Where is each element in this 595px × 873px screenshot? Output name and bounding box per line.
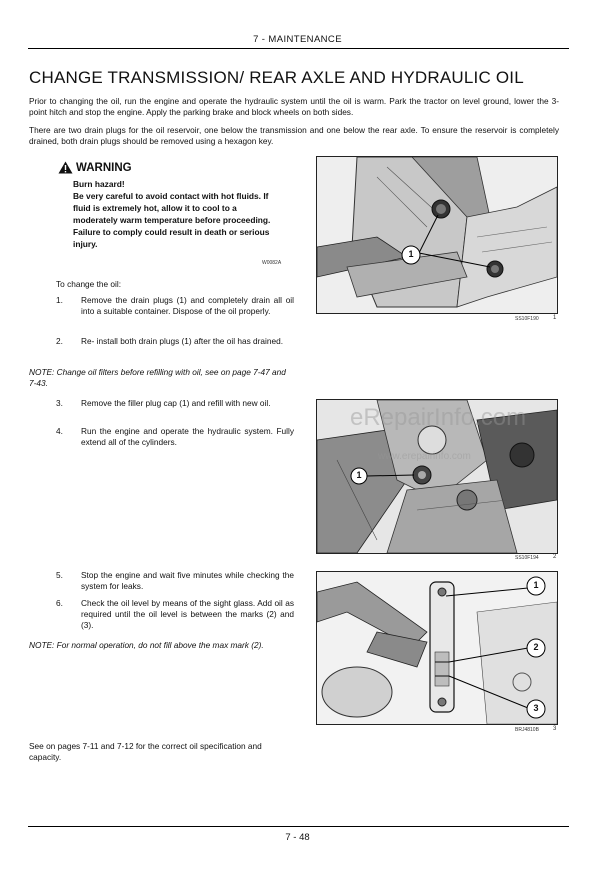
step-text: Run the engine and operate the hydraulic system. Fully extend all of the cylinders.: [81, 426, 294, 447]
step-item: [56, 398, 294, 409]
figure-sight-glass: [316, 571, 558, 725]
warning-line: Burn hazard!: [73, 179, 125, 189]
figure-number: 1: [553, 315, 557, 321]
callout-label: 1: [533, 580, 539, 590]
note-max-mark: NOTE: For normal operation, do not fill above the max mark (2).: [29, 640, 264, 650]
page-number: 7 - 48: [285, 832, 310, 843]
step-item: [56, 336, 294, 347]
step-number: 1.: [56, 295, 63, 305]
watermark-logo: eRepairInfo.com: [350, 404, 527, 431]
warning-code: W0082A: [262, 260, 282, 266]
step-item: [56, 426, 294, 448]
figure-code: SS10F194: [515, 555, 539, 561]
warning-heading: [58, 161, 132, 174]
warning-line: Failure to comply could result in death or serious injury.: [73, 227, 270, 249]
header-rule: [28, 48, 569, 49]
step-number: 5.: [56, 570, 63, 580]
step-text: Check the oil level by means of the sight glass. Add oil as required until the oil level is between the marks (2) and (3).: [81, 598, 294, 630]
step-text: Remove the drain plugs (1) and completely drain all oil into a suitable container. Dispose of the oil properly.: [81, 295, 294, 316]
page-title: CHANGE TRANSMISSION/ REAR AXLE AND HYDRAULIC OIL: [29, 68, 524, 87]
closing-paragraph: See on pages 7-11 and 7-12 for the correct oil specification and capacity.: [29, 741, 262, 762]
step-number: 4.: [56, 426, 63, 436]
page-header: 7 - MAINTENANCE: [253, 34, 342, 45]
figure-number: 2: [553, 554, 557, 560]
sight-glass-illustration: [317, 572, 557, 724]
step-number: 3.: [56, 398, 63, 408]
figure-code: SS10F190: [515, 316, 539, 322]
callout-label: 3: [533, 703, 539, 713]
note-filters: NOTE: Change oil filters before refilling with oil, see on page 7-47 and 7-43.: [29, 367, 286, 388]
step-text: Remove the filler plug cap (1) and refill with new oil.: [81, 398, 271, 408]
figure-drain-plugs: [316, 156, 558, 314]
watermark-url: www.erepairinfo.com: [378, 451, 471, 462]
step-text: Stop the engine and wait five minutes while checking the system for leaks.: [81, 570, 294, 591]
step-number: 2.: [56, 336, 63, 346]
warning-line: Be very careful to avoid contact with hot fluids. If fluid is extremely hot, allow it to cool to a moderately warm temperature before proceeding.: [73, 191, 271, 225]
warning-title: WARNING: [76, 161, 132, 174]
step-item: [56, 598, 294, 631]
figure-number: 3: [553, 726, 557, 732]
intro-paragraph-2: There are two drain plugs for the oil reservoir, one below the transmission and one below the rear axle. To ensure the reservoir is completely drained, both drain plugs should be removed using a hexagon key.: [29, 125, 559, 146]
figure-code: BRJ4810B: [515, 727, 539, 733]
step-item: [56, 570, 294, 592]
footer-rule: [28, 826, 569, 827]
warning-body: [73, 178, 280, 250]
procedure-lead: To change the oil:: [56, 279, 122, 289]
callout-label: 1: [356, 470, 362, 480]
drain-plugs-illustration: [317, 157, 557, 313]
intro-paragraph-1: Prior to changing the oil, run the engine and operate the hydraulic system until the oil is warm. Park the tractor on level ground, lower the 3- point hitch and stop the engine. Apply the parking brake and block wheels on both sides.: [29, 96, 559, 117]
callout-label: 2: [533, 642, 539, 652]
callout-label: 1: [408, 249, 414, 259]
step-text: Re- install both drain plugs (1) after the oil has drained.: [81, 336, 284, 346]
step-item: [56, 295, 294, 317]
step-number: 6.: [56, 598, 63, 608]
warning-triangle-icon: [58, 161, 73, 174]
